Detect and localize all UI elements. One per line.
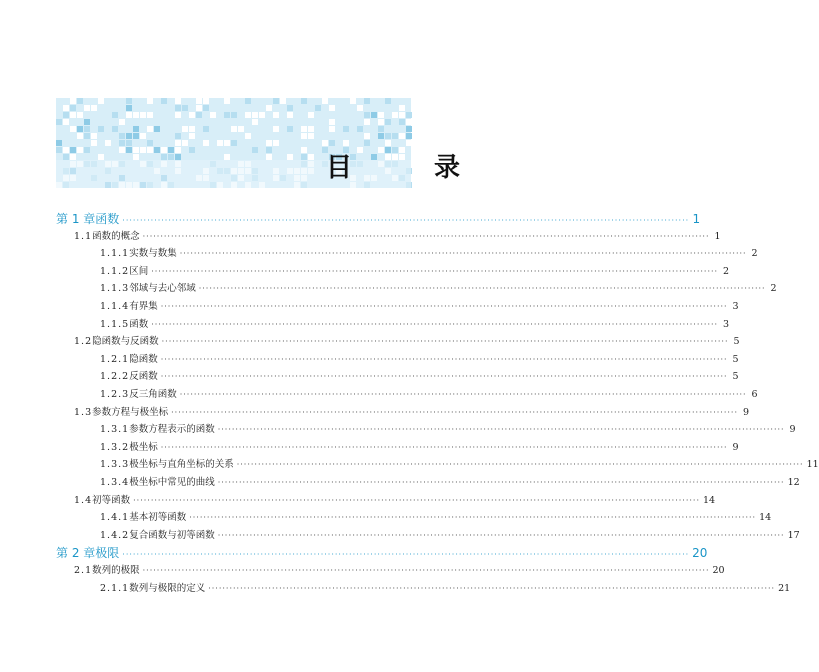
toc-title: 基本初等函数	[129, 512, 187, 524]
toc-leader-dots	[218, 425, 785, 434]
banner-pixel	[119, 119, 125, 125]
banner-pixel	[203, 126, 209, 132]
toc-page: 11	[806, 459, 819, 471]
toc-entry-sec[interactable]	[56, 228, 721, 245]
banner-pixel	[63, 119, 69, 125]
banner-pixel	[273, 98, 279, 104]
banner-pixel	[56, 140, 62, 146]
banner-pixel	[287, 105, 293, 111]
toc-leader-dots	[122, 216, 689, 225]
banner-pixel	[224, 112, 230, 118]
banner-pixel	[161, 147, 167, 153]
toc-title: 隐函数与反函数	[92, 336, 159, 348]
toc-leader-dots	[161, 355, 728, 364]
toc-title: 反函数	[129, 371, 158, 383]
banner-pixel	[70, 126, 76, 132]
banner-pixel	[287, 112, 293, 118]
toc-leader-dots	[162, 337, 729, 346]
banner-pixel	[392, 112, 398, 118]
banner-pixel	[315, 105, 321, 111]
banner-pixel	[126, 98, 132, 104]
banner-pixel	[385, 98, 391, 104]
toc-num: 1.2.3	[100, 389, 130, 400]
toc-num: 1.2.2	[100, 371, 130, 383]
banner-pixel	[105, 140, 111, 146]
banner-pixel	[91, 105, 97, 111]
toc-title: 有界集	[129, 301, 158, 312]
toc-entry-sub[interactable]	[56, 351, 739, 368]
banner-pixel	[266, 140, 272, 146]
toc-title: 隐函数	[129, 353, 158, 365]
banner-pixel	[147, 140, 153, 146]
toc-page: 1	[714, 230, 721, 242]
toc-page: 9	[789, 424, 796, 436]
toc-num: 1.1.3	[100, 283, 130, 295]
banner-pixel	[147, 126, 153, 132]
banner-pixel	[70, 98, 76, 104]
banner-pixel	[364, 119, 370, 125]
banner-pixel	[406, 112, 412, 118]
toc-entry-sub[interactable]	[56, 368, 739, 385]
toc-num: 1.2	[74, 336, 93, 348]
toc-num: 1.3.3	[100, 459, 130, 471]
toc-entry-sub[interactable]	[56, 245, 758, 262]
banner-pixel	[266, 147, 272, 153]
banner-pixel	[308, 112, 314, 118]
toc-title: 极坐标与直角坐标的关系	[129, 459, 234, 471]
banner-pixel	[126, 105, 132, 111]
banner-pixel	[329, 126, 335, 132]
banner-pixel	[98, 126, 104, 132]
toc-leader-dots	[133, 496, 700, 505]
toc-leader-dots	[151, 320, 718, 329]
toc-leader-dots	[171, 408, 738, 417]
banner-pixel	[329, 119, 335, 125]
banner-pixel	[210, 112, 216, 118]
toc-leader-dots	[161, 302, 728, 311]
toc-title: 初等函数	[92, 494, 131, 506]
toc-entry-sub[interactable]	[56, 580, 791, 597]
banner-pixel	[357, 105, 363, 111]
banner-pixel	[168, 154, 174, 160]
toc-leader-dots	[199, 284, 766, 293]
toc-page: 2	[770, 283, 777, 295]
banner-pixel	[364, 133, 370, 139]
banner-pixel	[196, 112, 202, 118]
toc-leader-dots	[122, 550, 689, 559]
banner-pixel	[63, 105, 69, 111]
toc-num: 1.3.1	[100, 424, 130, 436]
toc-title: 数列的极限	[92, 565, 140, 576]
toc-entry-sub[interactable]	[56, 439, 739, 456]
toc-heading: 目 录	[326, 153, 489, 183]
banner-pixel	[126, 147, 132, 153]
banner-pixel	[357, 126, 363, 132]
toc-page: 9	[742, 406, 749, 418]
banner-pixel	[119, 133, 125, 139]
banner-pixel	[301, 147, 307, 153]
banner-pixel	[70, 112, 76, 118]
banner-pixel	[364, 140, 370, 146]
banner-pixel	[133, 133, 139, 139]
banner-pixel	[112, 126, 118, 132]
banner-pixel	[301, 133, 307, 139]
banner-pixel	[203, 140, 209, 146]
toc-title: 复合函数与初等函数	[129, 529, 215, 541]
banner-pixel	[175, 112, 181, 118]
toc-entry-sec[interactable]	[56, 562, 725, 579]
toc-title: 函数	[95, 212, 120, 226]
banner-pixel	[245, 133, 251, 139]
toc-entry-sub[interactable]	[56, 280, 777, 297]
toc-leader-dots	[161, 443, 728, 452]
banner-pixel	[84, 133, 90, 139]
toc-page: 14	[703, 494, 716, 506]
banner-pixel	[175, 98, 181, 104]
banner-pixel	[308, 126, 314, 132]
banner-pixel	[140, 112, 146, 118]
banner-pixel	[147, 112, 153, 118]
banner-pixel	[350, 98, 356, 104]
toc-title: 极坐标	[129, 441, 158, 453]
banner-pixel	[378, 133, 384, 139]
banner-pixel	[70, 147, 76, 153]
toc-leader-dots	[151, 267, 718, 276]
toc-entry-sec[interactable]	[56, 404, 749, 421]
toc-leader-dots	[237, 460, 804, 469]
toc-entry-sub[interactable]	[56, 298, 739, 315]
banner-pixel	[84, 147, 90, 153]
banner-pixel	[406, 133, 412, 139]
toc-entry-sub[interactable]	[56, 474, 800, 491]
toc-entry-sec[interactable]	[56, 333, 740, 350]
banner-pixel	[217, 140, 223, 146]
toc-num: 1.1.4	[100, 301, 130, 312]
toc-leader-dots	[189, 513, 756, 522]
toc-title: 函数的概念	[92, 230, 140, 242]
banner-pixel	[77, 98, 83, 104]
banner-pixel	[161, 98, 167, 104]
banner-pixel	[224, 154, 230, 160]
toc-entry-sub[interactable]	[56, 421, 796, 438]
toc-leader-dots	[143, 232, 710, 241]
banner-pixel	[70, 105, 76, 111]
banner-pixel	[119, 140, 125, 146]
banner-pixel	[364, 98, 370, 104]
banner-pixel	[399, 112, 405, 118]
banner-pixel	[91, 140, 97, 146]
toc-page: 14	[759, 512, 772, 524]
toc-page: 20	[692, 546, 708, 561]
toc-page: 2	[751, 248, 758, 260]
toc-page: 5	[733, 336, 740, 348]
banner-pixel	[231, 140, 237, 146]
banner-pixel	[280, 98, 286, 104]
banner-pixel	[406, 140, 412, 146]
banner-pixel	[385, 133, 391, 139]
banner-pixel	[287, 126, 293, 132]
toc-title: 实数与数集	[129, 248, 177, 260]
toc-page: 9	[732, 441, 739, 453]
banner-pixel	[182, 126, 188, 132]
banner-pixel	[231, 126, 237, 132]
banner-pixel	[196, 105, 202, 111]
banner-pixel	[406, 119, 412, 125]
toc-num: 第 1 章	[56, 212, 96, 226]
banner-pixel	[56, 119, 62, 125]
banner-pixel	[371, 112, 377, 118]
toc-title: 区间	[129, 265, 149, 277]
banner-pixel	[189, 147, 195, 153]
banner-pixel	[245, 98, 251, 104]
banner-pixel	[175, 140, 181, 146]
banner-pixel	[133, 154, 139, 160]
banner-pixel	[98, 98, 104, 104]
banner-pixel	[385, 140, 391, 146]
banner-pixel	[98, 154, 104, 160]
banner-pixel	[91, 133, 97, 139]
toc-entry-sub[interactable]	[56, 509, 772, 526]
banner-pixel	[112, 112, 118, 118]
toc-entry-chapter[interactable]	[56, 544, 708, 561]
banner-pixel	[77, 133, 83, 139]
toc-page: 3	[732, 301, 739, 312]
toc-entry-sub[interactable]	[56, 527, 800, 544]
toc-entry-sec[interactable]	[56, 492, 716, 509]
banner-pixel	[84, 126, 90, 132]
banner-pixel	[168, 147, 174, 153]
banner-pixel	[56, 147, 62, 153]
toc-title: 极坐标中常见的曲线	[129, 477, 215, 488]
banner-pixel	[63, 154, 69, 160]
banner-pixel	[77, 147, 83, 153]
banner-pixel	[182, 140, 188, 146]
banner-pixel	[126, 112, 132, 118]
toc-leader-dots	[161, 372, 728, 381]
banner-pixel	[84, 105, 90, 111]
banner-pixel	[189, 112, 195, 118]
banner-pixel	[224, 98, 230, 104]
toc-num: 1.3	[74, 406, 93, 418]
banner-pixel	[322, 140, 328, 146]
toc-title: 参数方程与极坐标	[92, 406, 169, 418]
toc-page: 6	[751, 389, 758, 400]
banner-pixel	[63, 112, 69, 118]
banner-pixel	[77, 112, 83, 118]
toc-leader-dots	[180, 390, 747, 399]
banner-pixel	[287, 154, 293, 160]
toc-num: 1.1	[74, 230, 93, 242]
banner-pixel	[301, 154, 307, 160]
banner-pixel	[399, 133, 405, 139]
banner-pixel	[273, 140, 279, 146]
banner-pixel	[308, 154, 314, 160]
banner-pixel	[196, 98, 202, 104]
banner-pixel	[161, 154, 167, 160]
toc-title: 邻域与去心邻域	[129, 283, 196, 295]
banner-pixel	[133, 147, 139, 153]
banner-pixel	[133, 112, 139, 118]
toc-leader-dots	[218, 478, 785, 487]
toc-title: 极限	[95, 546, 120, 561]
banner-pixel	[182, 105, 188, 111]
toc-num: 1.1.2	[100, 265, 130, 277]
banner-pixel	[273, 112, 279, 118]
banner-pixel	[77, 126, 83, 132]
banner-pixel	[329, 105, 335, 111]
banner-pixel	[175, 154, 181, 160]
banner-pixel	[147, 98, 153, 104]
toc-num: 1.1.1	[100, 248, 130, 260]
banner-pixel	[329, 140, 335, 146]
banner-pixel	[70, 154, 76, 160]
banner-pixel	[245, 112, 251, 118]
banner-pixel	[343, 126, 349, 132]
banner-pixel	[224, 140, 230, 146]
toc-num: 1.1.5	[100, 318, 130, 330]
toc-entry-sub[interactable]	[56, 263, 730, 280]
banner-pixel	[147, 147, 153, 153]
banner-pixel	[322, 98, 328, 104]
banner-pixel	[252, 147, 258, 153]
banner-pixel	[399, 105, 405, 111]
banner-pixel	[266, 105, 272, 111]
toc-page: 1	[692, 212, 701, 226]
toc-title: 参数方程表示的函数	[129, 424, 215, 436]
banner-pixel	[364, 112, 370, 118]
toc-page: 17	[787, 529, 800, 541]
banner-pixel	[119, 147, 125, 153]
banner-pixel	[231, 112, 237, 118]
banner-pixel	[301, 126, 307, 132]
toc-leader-dots	[180, 249, 747, 258]
banner-pixel	[378, 112, 384, 118]
banner-pixel	[175, 133, 181, 139]
banner-pixel	[203, 105, 209, 111]
toc-page: 3	[723, 318, 730, 330]
banner-pixel	[84, 119, 90, 125]
banner-pixel	[273, 126, 279, 132]
toc-num: 2.1.1	[100, 582, 130, 594]
toc-page: 2	[723, 265, 730, 277]
toc-page: 5	[732, 353, 739, 365]
toc-page: 20	[712, 565, 725, 576]
banner-pixel	[175, 105, 181, 111]
toc-page: 12	[787, 477, 800, 488]
banner-pixel	[175, 147, 181, 153]
toc-entry-sub[interactable]	[56, 316, 730, 333]
banner-pixel	[406, 126, 412, 132]
toc-title: 反三角函数	[129, 389, 177, 400]
banner-pixel	[126, 140, 132, 146]
toc-page: 5	[732, 371, 739, 383]
toc-entry-chapter[interactable]	[56, 210, 701, 227]
banner-pixel	[259, 112, 265, 118]
banner-pixel	[140, 133, 146, 139]
toc-entry-sub[interactable]	[56, 456, 819, 473]
banner-pixel	[343, 140, 349, 146]
toc-num: 1.2.1	[100, 353, 130, 365]
toc-num: 1.3.4	[100, 477, 130, 488]
toc-page: 21	[778, 582, 791, 594]
toc-leader-dots	[143, 566, 710, 575]
banner-pixel	[399, 119, 405, 125]
banner-pixel	[252, 119, 258, 125]
banner-pixel	[189, 126, 195, 132]
toc-leader-dots	[218, 531, 785, 540]
banner-pixel	[189, 133, 195, 139]
toc-leader-dots	[208, 584, 775, 593]
toc-num: 第 2 章	[56, 546, 96, 561]
banner-pixel	[63, 147, 69, 153]
banner-pixel	[140, 147, 146, 153]
banner-pixel	[392, 133, 398, 139]
banner-pixel	[133, 126, 139, 132]
toc-num: 1.4.2	[100, 529, 130, 541]
banner-pixel	[154, 147, 160, 153]
banner-pixel	[238, 126, 244, 132]
banner-pixel	[301, 98, 307, 104]
banner-pixel	[385, 119, 391, 125]
toc-title: 函数	[129, 318, 149, 330]
toc-num: 1.4	[74, 494, 93, 506]
toc-num: 1.3.2	[100, 441, 130, 453]
banner-pixel	[126, 133, 132, 139]
banner-pixel	[308, 133, 314, 139]
banner-pixel	[203, 98, 209, 104]
banner-pixel	[252, 112, 258, 118]
toc-num: 2.1	[74, 565, 93, 576]
toc-entry-sub[interactable]	[56, 386, 758, 403]
toc-num: 1.4.1	[100, 512, 130, 524]
toc-title: 数列与极限的定义	[129, 582, 206, 594]
banner-pixel	[378, 126, 384, 132]
banner-pixel	[378, 119, 384, 125]
banner-pixel	[154, 126, 160, 132]
banner-pixel	[266, 154, 272, 160]
